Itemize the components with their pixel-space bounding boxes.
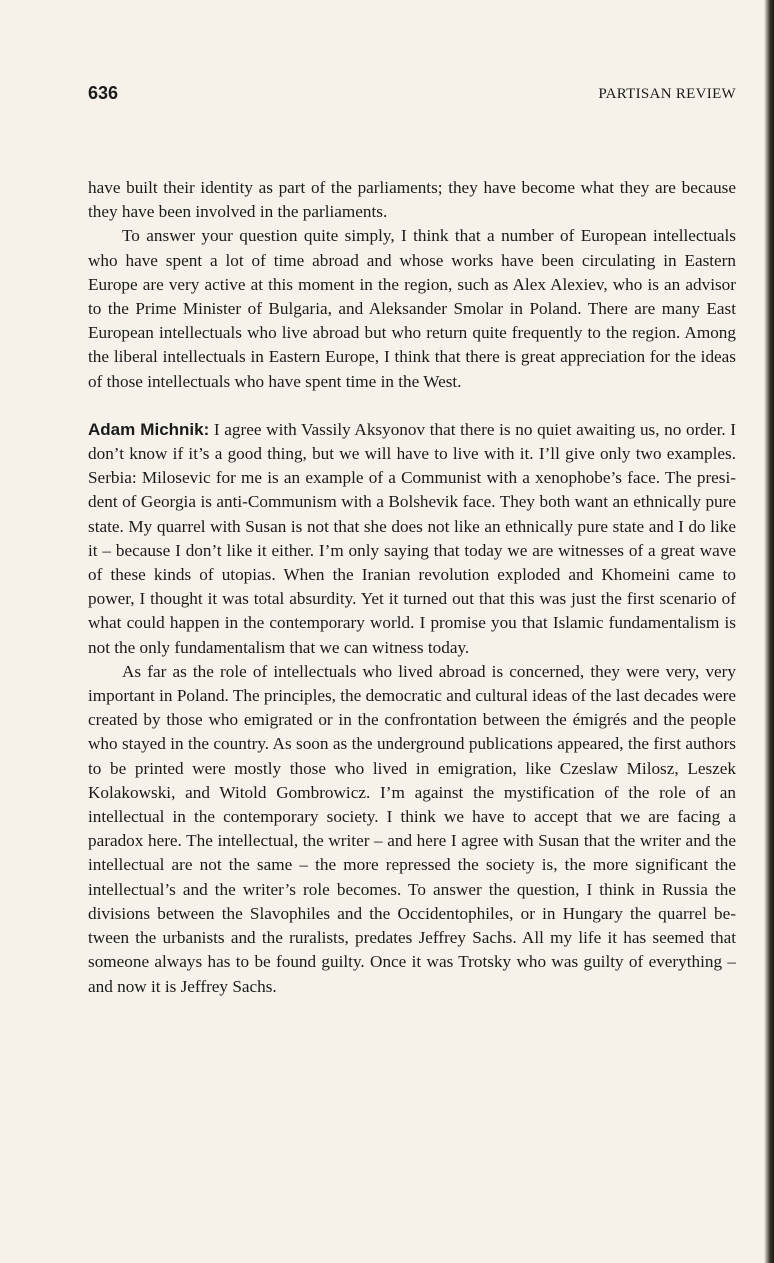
running-header [88, 80, 736, 110]
paragraph-continuation [88, 176, 736, 224]
paragraph-text: have built their identity as part of the parliaments; they have become what they are because they have been involved in the parliaments. [88, 178, 736, 222]
speaker-paragraph [88, 418, 736, 660]
paragraph [88, 660, 736, 999]
paragraph [88, 224, 736, 393]
paragraph-text: I agree with Vassily Aksyonov that there is no quiet awaiting us, no order. I don’t know if it’s a good thing, but we will have to live with it. I’ll give only two examples. Serbia: Milosevic for me is an example of a Communist with a xenophobe’s face. The president of Georgia is anti-Communism with a Bolshevik face. They both want an ethnically pure state. My quarrel with Susan is not that she does not like an ethnically pure state and I do like it – because I don’t like it either. I’m only saying that today we are witnesses of a great wave of these kinds of utopias. When the Iranian revolution exploded and Khomeini came to power, I thought it was total absurdity. Yet it turned out that this was just the first scenario of what could happen in the contemporary world. I promise you that Islamic fundamentalism is not the only fundamentalism that we can witness today. [88, 419, 737, 657]
page-edge-shadow [764, 0, 774, 1263]
speaker-name: Adam Michnik: [88, 419, 210, 439]
article-body [88, 176, 736, 999]
paragraph-text: To answer your question quite simply, I think that a number of European intellectuals who have spent a lot of time abroad and whose works have been circulating in Eastern Europe are very active at this moment in the region, such as Alex Alexiev, who is an advisor to the Prime Minister of Bulgaria, and Aleksander Smolar in Poland. There are many East European intellectuals who live abroad but who return quite frequently to the region. Among the liberal intellectuals in Eastern Europe, I think that there is great appreciation for the ideas of those intellectuals who have spent time in the West. [88, 226, 736, 391]
paragraph-text: As far as the role of intellectuals who lived abroad is concerned, they were very, very important in Poland. The principles, the democratic and cultural ideas of the last decades were created by those who emigrated or in the confrontation between the émigrés and the people who stayed in the country. As soon as the underground publications appeared, the first authors to be printed were mostly those who lived in emigration, like Czeslaw Milosz, Leszek Kolakowski, and Witold Gombrowicz. I’m against the mystification of the role of an intellectual in the contemporary society. I think we have to accept that we are facing a paradox here. The intellectual, the writer – and here I agree with Susan that the writer and the intellectual are not the same – the more repressed the society is, the more significant the intellectual’s and the writer’s role becomes. To answer the question, I think in Russia the divisions between the Slavophiles and the Occidentophiles, or in Hungary the quarrel between the urbanists and the ruralists, predates Jeffrey Sachs. All my life it has seemed that someone always has to be found guilty. Once it was Trotsky who was guilty of everything – and now it is Jeffrey Sachs. [88, 661, 736, 996]
journal-title: PARTISAN REVIEW [598, 86, 736, 102]
page-number: 636 [88, 83, 119, 103]
